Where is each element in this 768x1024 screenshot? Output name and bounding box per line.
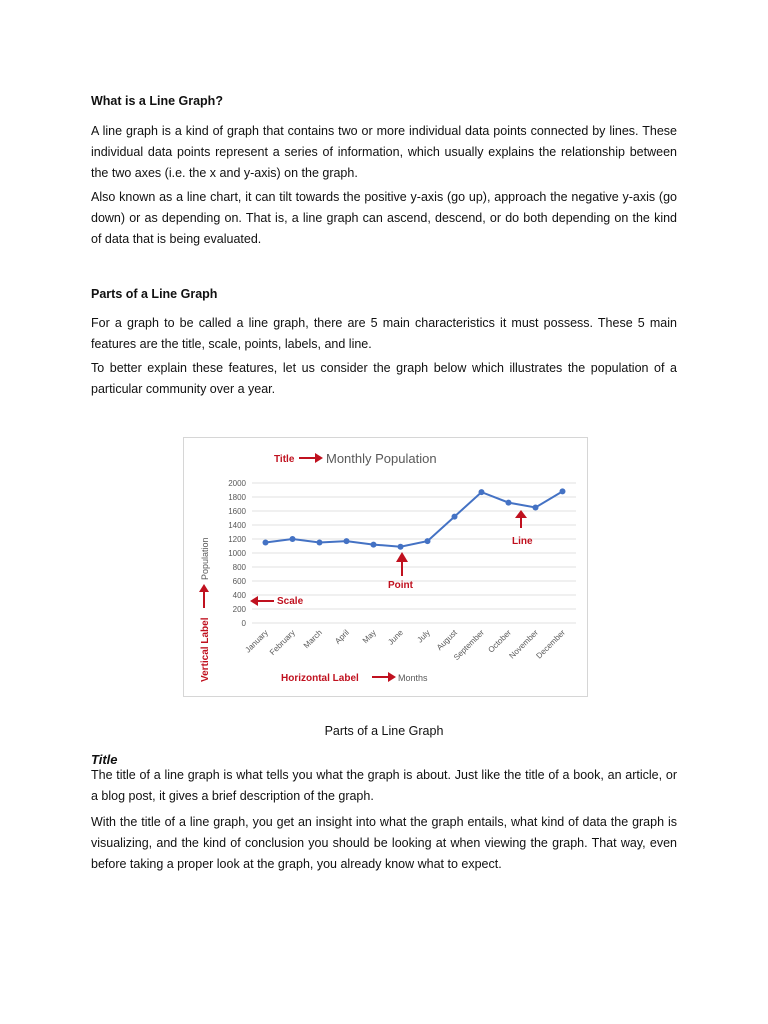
data-point [479, 489, 485, 495]
annotation-point: Point [388, 580, 413, 591]
x-tick-label: May [360, 628, 378, 646]
x-tick-label: October [486, 628, 513, 655]
y-tick-label: 1400 [228, 521, 246, 530]
annotation-scale: Scale [277, 596, 304, 607]
x-tick-label: November [507, 628, 540, 661]
arrow-right-icon [199, 584, 209, 608]
data-point [560, 488, 566, 494]
data-point [371, 542, 377, 548]
data-point [452, 514, 458, 520]
data-point [533, 505, 539, 511]
data-point [344, 538, 350, 544]
heading-parts-of-line-graph: Parts of a Line Graph [91, 287, 218, 301]
arrow-up-icon [396, 552, 408, 576]
x-tick-label: February [267, 628, 297, 658]
x-tick-label: March [301, 628, 324, 651]
data-point [398, 544, 404, 550]
x-tick-label: July [415, 628, 432, 645]
figure-caption: Parts of a Line Graph [324, 723, 444, 738]
paragraph: With the title of a line graph, you get an insight into what the graph entails, what kind of data the graph is visualizing, and the kind of conclusion you should be looking at when viewing the graph. That way, even before taking a proper look at the graph, you already know what to expect. [91, 815, 677, 871]
x-tick-label: December [534, 628, 567, 661]
data-point [317, 540, 323, 546]
y-tick-label: 1600 [228, 507, 246, 516]
paragraph: Also known as a line chart, it can tilt towards the positive y-axis (go up), approach the negative y-axis (go down) or as depending on. That is, a line graph can ascend, descend, or do both depending on the kind of data that is being evaluated. [91, 190, 677, 246]
paragraph: A line graph is a kind of graph that contains two or more individual data points connected by lines. These individual data points represent a series of information, which usually explains the relationship between the two axes (i.e. the x and y-axis) on the graph. [91, 124, 677, 180]
y-tick-label: 800 [232, 563, 246, 572]
y-tick-label: 1800 [228, 493, 246, 502]
heading-title: Title [91, 752, 118, 767]
annotation-horizontal-label: Horizontal Label [281, 673, 359, 684]
data-point [425, 538, 431, 544]
y-tick-label: 200 [232, 605, 246, 614]
y-tick-label: 1000 [228, 549, 246, 558]
arrow-right-icon [372, 672, 396, 682]
line-chart-figure [183, 437, 588, 697]
paragraph: For a graph to be called a line graph, there are 5 main characteristics it must possess. These 5 main features are the title, scale, points, labels, and line. [91, 316, 677, 351]
annotation-vertical-label: Vertical Label [200, 617, 211, 682]
data-point [506, 500, 512, 506]
data-point [263, 540, 269, 546]
x-tick-label: August [434, 628, 459, 653]
data-point [290, 536, 296, 542]
annotation-title: Title [274, 454, 295, 465]
y-tick-label: 600 [232, 577, 246, 586]
y-tick-label: 0 [241, 619, 246, 628]
y-tick-label: 400 [232, 591, 246, 600]
x-tick-label: June [386, 628, 405, 647]
y-axis-label: Population [200, 537, 210, 580]
x-tick-label: September [451, 628, 486, 663]
chart-title: Monthly Population [326, 451, 437, 466]
y-tick-label: 2000 [228, 479, 246, 488]
x-tick-label: April [333, 628, 351, 646]
heading-what-is-line-graph: What is a Line Graph? [91, 94, 223, 108]
arrow-right-icon [299, 453, 323, 463]
annotation-line: Line [512, 536, 533, 547]
paragraph: The title of a line graph is what tells you what the graph is about. Just like the title of a book, an article, or a blog post, it gives a brief description of the graph. [91, 768, 677, 803]
line-chart [184, 438, 587, 696]
paragraph: To better explain these features, let us consider the graph below which illustrates the population of a particular community over a year. [91, 361, 677, 396]
y-tick-label: 1200 [228, 535, 246, 544]
x-tick-label: January [243, 628, 270, 655]
x-axis-label: Months [398, 673, 428, 683]
arrow-left-icon [250, 596, 274, 606]
